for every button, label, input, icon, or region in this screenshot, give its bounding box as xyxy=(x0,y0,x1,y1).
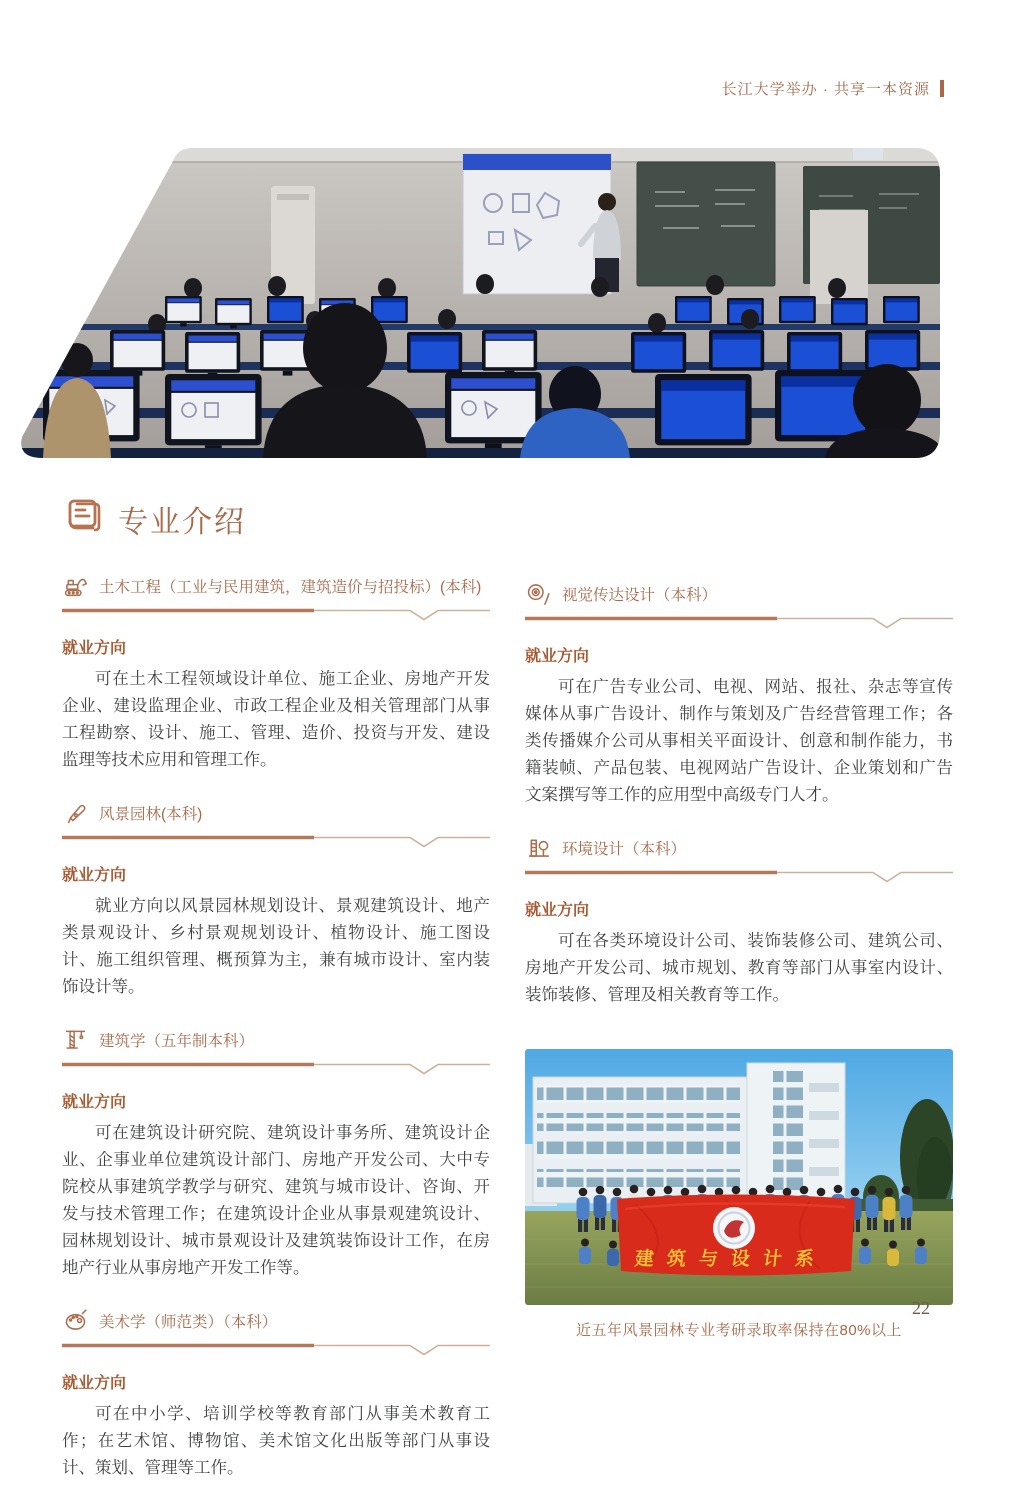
section-title xyxy=(62,494,246,543)
employment-label: 就业方向 xyxy=(525,648,590,665)
banner xyxy=(617,1195,855,1276)
employment-text: 就业方向以风景园林规划设计、景观建筑设计、地产类景观设计、乡村景观规划设计、植物设计、施工图设计、施工组织管理、概预算为主，兼有城市设计、室内装饰设计等。 xyxy=(62,897,490,996)
program-title: 环境设计（本科） xyxy=(562,840,687,858)
employment-text: 可在土木工程领域设计单位、施工企业、房地产开发企业、建设监理企业、市政工程企业及相关管理部门从事工程勘察、设计、施工、管理、造价、投资与开发、建设监理等技术应用和管理工作。 xyxy=(62,670,490,769)
book-icon xyxy=(62,494,106,543)
running-header-text: 长江大学举办 · 共享一本资源 xyxy=(721,81,930,98)
banner-text: 建筑与设计系 xyxy=(633,1249,828,1270)
program-title: 风景园林(本科) xyxy=(99,805,203,823)
running-header xyxy=(722,78,944,99)
program-fine-arts xyxy=(62,1307,490,1482)
employment-text: 可在建筑设计研究院、建筑设计事务所、建筑设计企业、企事业单位建筑设计部门、房地产开发公司、大中专院校从事建筑学教学与研究、建筑与城市设计、咨询、开发与技术管理工作；在建筑设计企业从事景观建筑设计、园林规划设计、城市景观设计及建筑装饰设计工作，在房地产行业从事房地产开发工作等。 xyxy=(62,1124,490,1277)
classroom-photo xyxy=(15,148,940,458)
employment-label: 就业方向 xyxy=(62,867,127,884)
building-tree-icon xyxy=(525,834,552,861)
eye-pen-icon xyxy=(525,580,552,607)
right-column xyxy=(525,572,953,1340)
section-divider xyxy=(525,616,953,630)
program-architecture xyxy=(62,1026,490,1282)
employment-label: 就业方向 xyxy=(62,640,127,657)
employment-label: 就业方向 xyxy=(62,1094,127,1111)
section-divider xyxy=(62,1343,490,1357)
pen-icon xyxy=(62,799,89,826)
employment-text: 可在中小学、培训学校等教育部门从事美术教育工作；在艺术馆、博物馆、美术馆文化出版等部门从事设计、策划、管理等工作。 xyxy=(62,1405,490,1477)
header-accent-bar xyxy=(940,80,944,97)
employment-text: 可在广告专业公司、电视、网站、报社、杂志等宣传媒体从事广告设计、制作与策划及广告经营管理工作；各类传播媒介公司从事相关平面设计、创意和制作能力，书籍装帧、产品包装、电视网站广告设计、企业策划和广告文案撰写等工作的应用型中高级专门人才。 xyxy=(525,678,953,804)
program-title: 建筑学（五年制本科） xyxy=(99,1032,255,1050)
section-divider xyxy=(62,608,490,622)
photo-caption: 近五年风景园林专业考研录取率保持在80%以上 xyxy=(575,1322,903,1339)
section-divider xyxy=(62,835,490,849)
employment-label: 就业方向 xyxy=(62,1375,127,1392)
program-environmental-design xyxy=(525,834,953,1009)
employment-text: 可在各类环境设计公司、装饰装修公司、建筑公司、房地产开发公司、城市规划、教育等部门从事室内设计、装饰装修、管理及相关教育等工作。 xyxy=(525,932,953,1004)
classroom-photo-illustration xyxy=(15,148,940,458)
crane-icon xyxy=(62,1026,89,1053)
program-title: 土木工程（工业与民用建筑，建筑造价与招投标）(本科) xyxy=(99,578,482,596)
group-photo xyxy=(525,1049,953,1305)
palette-icon xyxy=(62,1307,89,1334)
group-photo-illustration xyxy=(525,1049,953,1305)
program-title: 视觉传达设计（本科） xyxy=(562,586,718,604)
program-visual-communication-design xyxy=(525,580,953,809)
employment-label: 就业方向 xyxy=(525,902,590,919)
excavator-icon xyxy=(62,572,89,599)
page-number: 22 xyxy=(912,1298,930,1318)
section-divider xyxy=(525,870,953,884)
section-title-text: 专业介绍 xyxy=(118,505,246,539)
program-landscape-architecture xyxy=(62,799,490,1001)
left-column xyxy=(62,572,490,1507)
program-civil-engineering xyxy=(62,572,490,774)
section-divider xyxy=(62,1062,490,1076)
program-title: 美术学（师范类）（本科） xyxy=(99,1313,278,1331)
